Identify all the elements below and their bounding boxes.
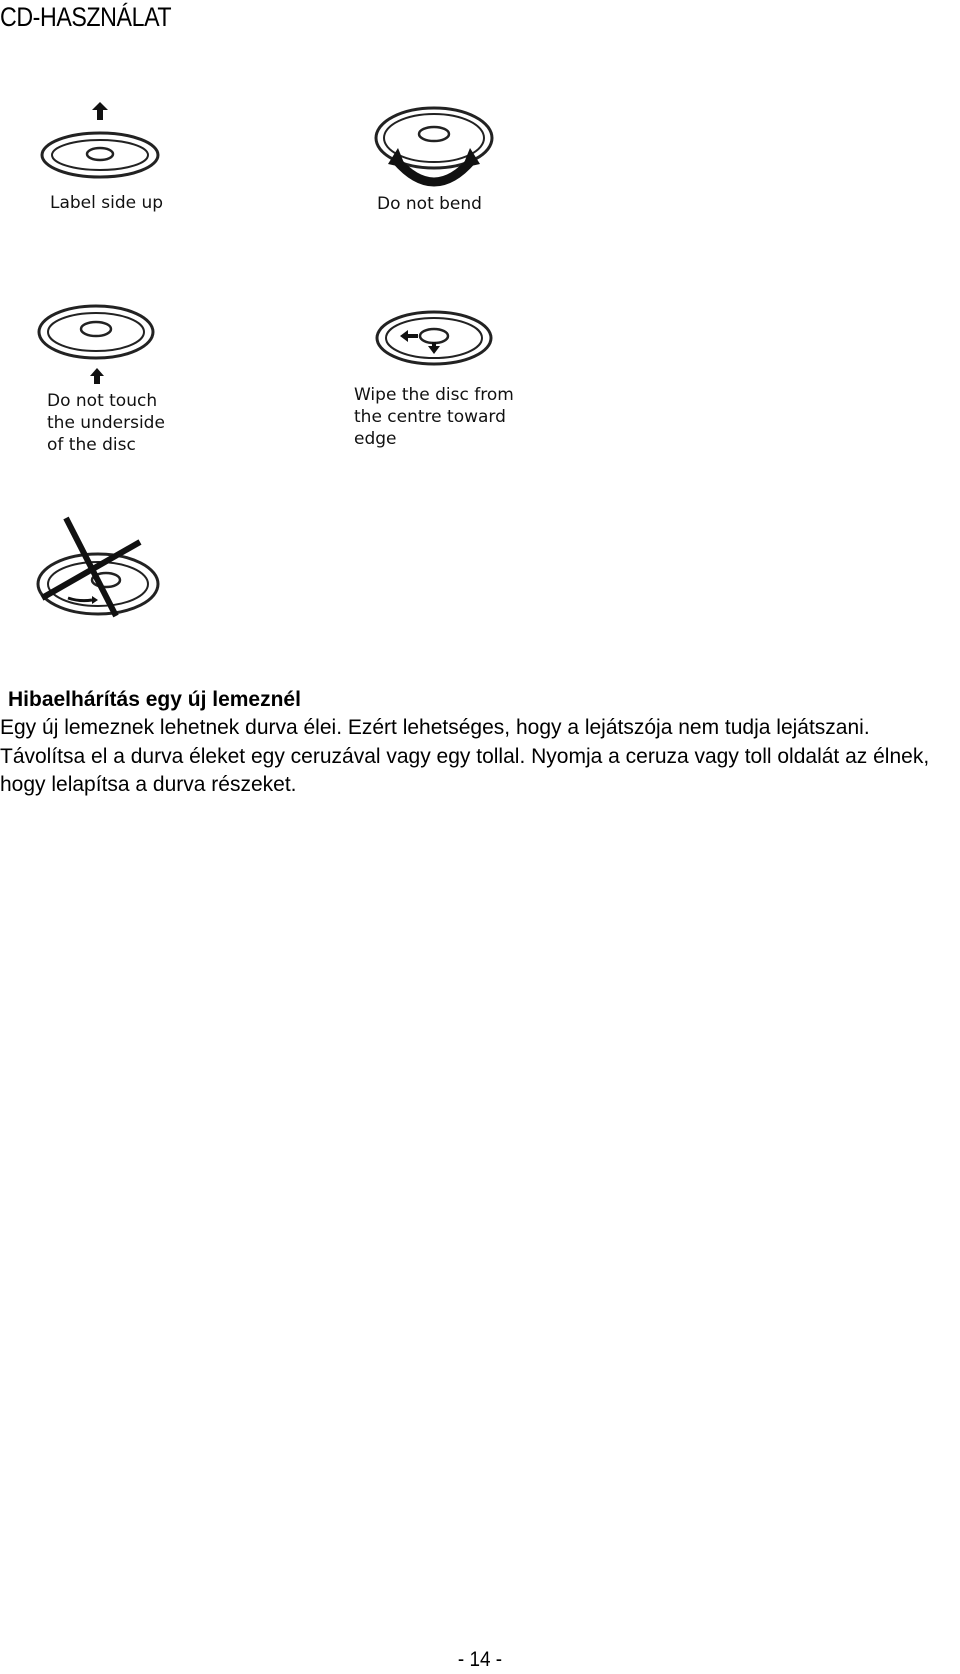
- disc-wrong-wipe-crossed-icon: [36, 516, 160, 622]
- disc-do-not-touch-icon: [38, 304, 158, 384]
- page-title: CD-HASZNÁLAT: [0, 2, 172, 32]
- caption-wipe-disc: Wipe the disc from the centre toward edge: [354, 385, 514, 449]
- disc-do-not-bend-icon: [374, 104, 494, 196]
- caption-do-not-bend: Do not bend: [377, 194, 482, 214]
- page-number: - 14 -: [457, 1648, 503, 1671]
- disc-label-side-up-icon: [40, 100, 160, 180]
- section-heading: Hibaelhárítás egy új lemeznél: [8, 688, 301, 711]
- troubleshooting-section: [0, 686, 960, 800]
- section-body: Egy új lemeznek lehetnek durva élei. Ezért lehetséges, hogy a lejátszója nem tudja lejátszani. Távolítsa el a durva éleket egy ceruzával vagy egy tollal. Nyomja a ceruza vagy toll oldalát az élnek, hogy lelapítsa a durva részeket.: [0, 716, 930, 796]
- disc-wipe-icon: [376, 310, 496, 366]
- caption-do-not-touch: Do not touch the underside of the disc: [47, 391, 165, 455]
- caption-label-side-up: Label side up: [50, 193, 164, 213]
